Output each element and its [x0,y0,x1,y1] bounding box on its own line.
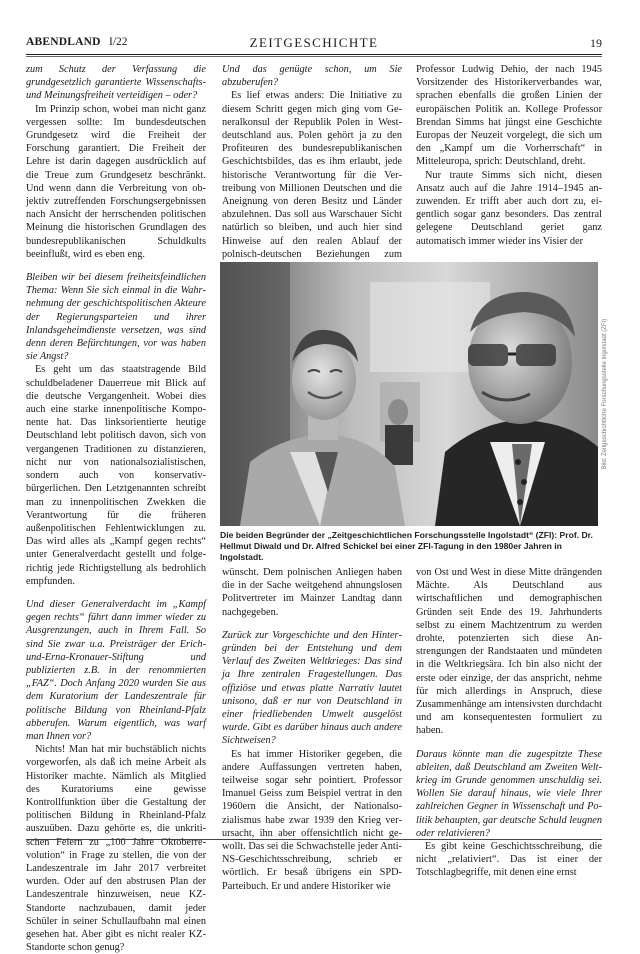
interview-question: Und dieser Generalverdacht im „Kampf gegen rechts“ führt dann immer wieder zu Ausgrenzungen, auch in Ihrem Fall. So sind Sie zwar u.a. Preisträger der Erich-und-Erna-Kronauer-Stiftung und publizierten z.B. in der renommierten „FAZ“. Doch Anfang 2020 wurden Sie aus dem Kuratorium der Landeszentrale für politische Bildung von Rheinland-Pfalz abberufen. Warum eigentlich, was warf man Ihnen vor? [26,598,206,742]
journal-title: ABENDLAND [26,36,101,48]
interview-question: Zurück zur Vorgeschichte und den Hintergründen bei der Entstehung und dem Verlauf des Zweiten Weltkrieges: Das sind ja Ihre zentralen Fragestellungen. Das offiziöse und etwas platte Narrativ lautet unisono, daß er nur von Deutschland in einer friedliebenden Umwelt ausgelöst wurde. Gibt es darüber hinaus auch andere Sichtweisen? [222,629,402,747]
header-rule [26,54,602,55]
interview-question: Und das genügte schon, um Sie abzuberufen? [222,64,402,89]
historical-photo [220,262,598,526]
page-number: 19 [590,36,602,50]
column-left [26,63,206,954]
interview-question: zum Schutz der Verfassung die grundgesetzlich garantierte Wissenschafts- und Meinungsfreiheit verteidigen – oder? [26,64,206,102]
answer-continued: Professor Ludwig Dehio, der nach 1945 Vorsitzender des Historikerverbandes war, sprachen ebenfalls die großen Linien der europäischen Politik an. Kollege Professor Brendan Simms hat jüngst eine Geschichte Europas der Neuzeit vorgelegt, die sich um den „Kampf um die Vorherrschaft“ in Mitteleuropa, sprich: Deutschland, dreht. [416,64,602,168]
interview-answer: Nur traute Simms sich nicht, diesen Ansatz auch auf die Jahre 1914–1945 anzuwenden. Er trifft aber auch dort zu, eigentlich sogar ganz besonders. Das zentral gelegene Deutschland geriet ganz automatisch immer wieder ins Visier der [416,169,602,247]
interview-answer: Es hat immer Historiker gegeben, die andere Auffassungen vertreten haben, teilweise sogar sehr pointiert. Professor Imanuel Geiss zum Beispiel vertrat in den 1960ern die Ansicht, der Nationalsozialismus habe zwar 1939 den Krieg verursacht, ihn aber offensichtlich nicht gewollt. Das sei die Schwachstelle jeder Anti-NS-Geschichtsschreibung, schrieb er wörtlich. Er besaß übrigens ein SPD-Parteibuch. Er und andere Historiker wie [222,748,402,892]
page-header [26,36,602,54]
column-right-bottom [416,566,602,879]
interview-answer: Es geht um das staatstragende Bild schuldbeladener Dauerreue mit Blick auf die deutsche Vergangenheit. Wobei dies auch eine starke innenpolitische Komponente hat. Das linksorientierte heutige Deutschland lebt politisch davon, sich von vergangenen Traditionen zu distanzieren, nicht nur von nationalsozialistischen, sondern auch von konservativ-bürgerlichen. Den Letztgenannten schreibt man zu innenpolitischen Zwekken die Verantwortung für die früheren außenpolitischen Fehlentwicklungen zu. Das wird alles als „Kampf gegen rechts“ unter Generalverdacht gestellt und folgerichtig jede Richtigstellung als bedrohlich empfunden. [26,364,206,587]
photo-caption: Die beiden Begründer der „Zeitgeschichtlichen Forschungsstelle Ingolstadt“ (ZFI): Prof. Dr. Hellmut Diwald und Dr. Alfred Schickel bei einer ZFI-Tagung in den 1980er Jahren in Ingolstadt. [220,530,593,562]
interview-answer: Nichts! Man hat mir buchstäblich nichts vorgeworfen, als daß ich meine Arbeit als Historiker machte. Nämlich als Mitglied des Kuratoriums eine gewisse Kontrollfunktion über die Gestaltung der politischen Bildung in Rheinland-Pfalz auszuüben. Dazu gehörte es, die unkritischen Feiern zu „100 Jahre Oktoberrevolution“ in Frage zu stellen, die von der Landeszentrale im Jahr 2017 verbreitet wurden. Oder auf den abstrusen Plan der Landeszentrale hinzuweisen, neue KZ-Standorte nachzubauen, damit jeder Schüler in seiner Schullaufbahn mal einen gesehen hat. Aber gibt es nicht realer KZ-Standorte schon genug? [26,744,206,954]
interview-answer: Es gibt keine Geschichtsschreibung, die nicht „relativiert“. Das ist einer der Totschlagbegriffe, mit denen eine ernst [416,841,602,879]
photo-credit [600,262,610,526]
interview-question: Daraus könnte man die zugespitzte These ableiten, daß Deutschland am Zweiten Weltkrieg im Grunde genommen unschuldig sei. Wollen Sie darauf hinaus, wie viele Ihrer zahlreichen Gegner in Wissenschaft und Politik behaupten, gar deutsche Schuld leugnen oder relativieren? [416,748,602,839]
answer-continued: wünscht. Dem polnischen Anliegen haben die in der Sache weitgehend ahnungslosen Politvertreter im Mainzer Landtag dann nachgegeben. [222,567,402,618]
photo-credit-text: Bild: Zeitgeschichtliche Forschungsstelle Ingolstadt (ZFI) [602,318,608,470]
column-right-top [416,63,602,251]
interview-answer: Im Prinzip schon, wobei man nicht ganz vergessen sollte: Im bundesdeutschen Grundgesetz wird die Freiheit der Forschung garantiert. Die Freiheit der Lehre ist darin dagegen ausdrücklich auf die Treue zum Grundgesetz beschränkt. Und wenn dann die Verbreitung von objektiv zutreffenden Forschungsergebnissen nach Ansicht der herrschenden politischen Meinung die historischen Grundlagen des bundesrepublikanischen Schuldkults beeinflußt, wird es eben eng. [26,103,206,260]
section-title: ZEITGESCHICHTE [249,35,379,50]
footer-rule [26,839,602,840]
column-middle-bottom [222,566,402,892]
answer-continued: von Ost und West in diese Mitte drängenden Mächte. Als Deutschland aus wirtschaftlichen und demographischen Gründen seit Ende des 19. Jahrhunderts selbst zu einem Machtzentrum zu werden drohte, potenzierten sich diese Anstrengungen der Randstaaten und mündeten in die Weltkriegsära. Ich bin also nicht der erste oder einzige, der das anspricht, nehme für mich allerdings in Anspruch, diese Zusammenhänge am intensivsten durchdacht und am konsequentesten formuliert zu haben. [416,567,602,737]
issue-number: I/22 [109,36,128,48]
interview-question: Bleiben wir bei diesem freiheitsfeindlichen Thema: Wenn Sie sich einmal in die Wahrnehmung der geschichtspolitischen Akteure der Regierungsparteien und ihrer Inlandsgeheimdienste versetzen, was sind denn deren Befürchtungen, vor was haben sie Angst? [26,272,206,363]
header-rule-thin [26,56,602,57]
photo-illustration [220,262,598,526]
interview-answer: Es lief etwas anders: Die Initiative zu diesem Schritt gegen mich ging vom Generalkonsul der Republik Polen in Westdeutschland aus. Polen gehört ja zu den Profiteuren des bundesrepublikanischen Geschichtsbildes, das es ihm erlaubt, jede historische Verantwortung für die Vertreibung von Millionen Deutschen und die Aneignung von deren Besitz und Länder abzulehnen. Das soll aus Warschauer Sicht natürlich so bleiben, und auch hier sind Hinweise auf den realen Ablauf der polnisch-deutschen Beziehungen zum [222,90,402,260]
column-middle-top [222,63,402,260]
